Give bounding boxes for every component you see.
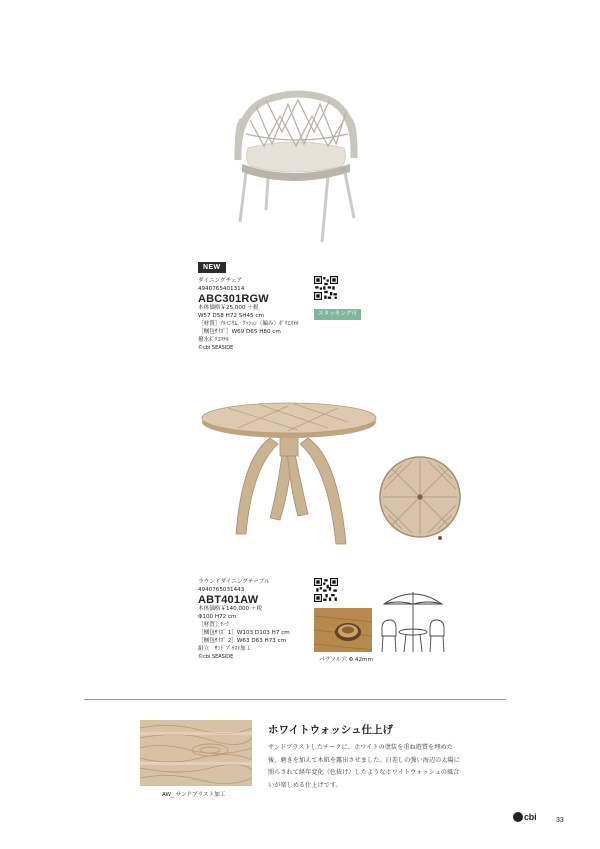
table-top-view bbox=[378, 455, 462, 539]
qr-code-icon[interactable] bbox=[314, 578, 338, 602]
product2-package-2: ［梱包ｻｲｽﾞ 2］W63 D63 H73 cm bbox=[198, 638, 287, 644]
product2-assembly: 組立 ｻﾝﾄﾞﾌﾞﾗｽﾄ加工 bbox=[198, 646, 252, 652]
product1-feature: 撥水ﾎﾟﾘｴｽﾃﾙ bbox=[198, 337, 229, 343]
product2-jan: 4940765031443 bbox=[198, 587, 245, 593]
table-photo bbox=[198, 398, 380, 558]
page-number: 33 bbox=[556, 817, 564, 824]
product1-name: ダイニングチェア bbox=[198, 278, 243, 284]
product2-package-1: ［梱包ｻｲｽﾞ 1］W103 D103 H7 cm bbox=[198, 630, 290, 636]
product1-code: ABC301RGW bbox=[198, 293, 269, 305]
product1-price: 本体価格￥25,000 ＋税 bbox=[198, 305, 259, 311]
new-badge: NEW bbox=[198, 262, 226, 273]
product2-size: Φ100 H72 cm bbox=[198, 614, 237, 620]
parasol-set-illustration bbox=[378, 586, 448, 656]
product1-size: W57 D58 H72 SH45 cm bbox=[198, 313, 264, 319]
section-divider bbox=[84, 699, 506, 700]
finish-title: ホワイトウォッシュ仕上げ bbox=[268, 724, 394, 736]
product2-code: ABT401AW bbox=[198, 594, 259, 606]
finish-description: サンドブラストしたチークに、ホワイトの塗装を重ね遊質を埋めた後、磨きを加えて木肌を露出させました。日差しの強い海辺の太陽に照らされて経年変化（色抜け）したようなホワイトウォッシュの風合いが楽しめる仕上げです。 bbox=[268, 744, 460, 789]
product2-name: ラウンドダイニングテーブル bbox=[198, 579, 270, 585]
product1-material: ［材質］ｱﾙﾐﾆｳﾑ，ｸｯｼｮﾝ（編み）ﾎﾟﾘｴｽﾃﾙ bbox=[198, 321, 299, 327]
parasol-hole-photo bbox=[314, 608, 372, 652]
parasol-hole-caption: パラソル穴 Φ 42mm bbox=[319, 657, 373, 663]
parasol-dot bbox=[438, 536, 442, 540]
product1-package: ［梱包ｻｲｽﾞ］W69 D65 H80 cm bbox=[198, 329, 281, 335]
product2-material: ［材質］ﾁｰｸ bbox=[198, 622, 229, 628]
cbi-logo bbox=[513, 812, 536, 822]
chair-photo bbox=[232, 86, 362, 250]
wood-swatch-image bbox=[140, 720, 252, 786]
product1-jan: 4940765401314 bbox=[198, 286, 245, 292]
qr-code-icon[interactable] bbox=[314, 276, 338, 300]
stacking-tag: スタッキング可 bbox=[314, 309, 361, 320]
logo-mark-icon bbox=[513, 812, 523, 822]
logo-text: cbi bbox=[524, 812, 537, 822]
product2-price: 本体価格￥140,000 ＋税 bbox=[198, 606, 263, 612]
wood-swatch-caption: AW_ サンドブラスト加工 bbox=[162, 792, 226, 798]
product1-copyright: ©cbi SEASIDE bbox=[198, 345, 234, 351]
product2-copyright: ©cbi SEASIDE bbox=[198, 654, 234, 660]
